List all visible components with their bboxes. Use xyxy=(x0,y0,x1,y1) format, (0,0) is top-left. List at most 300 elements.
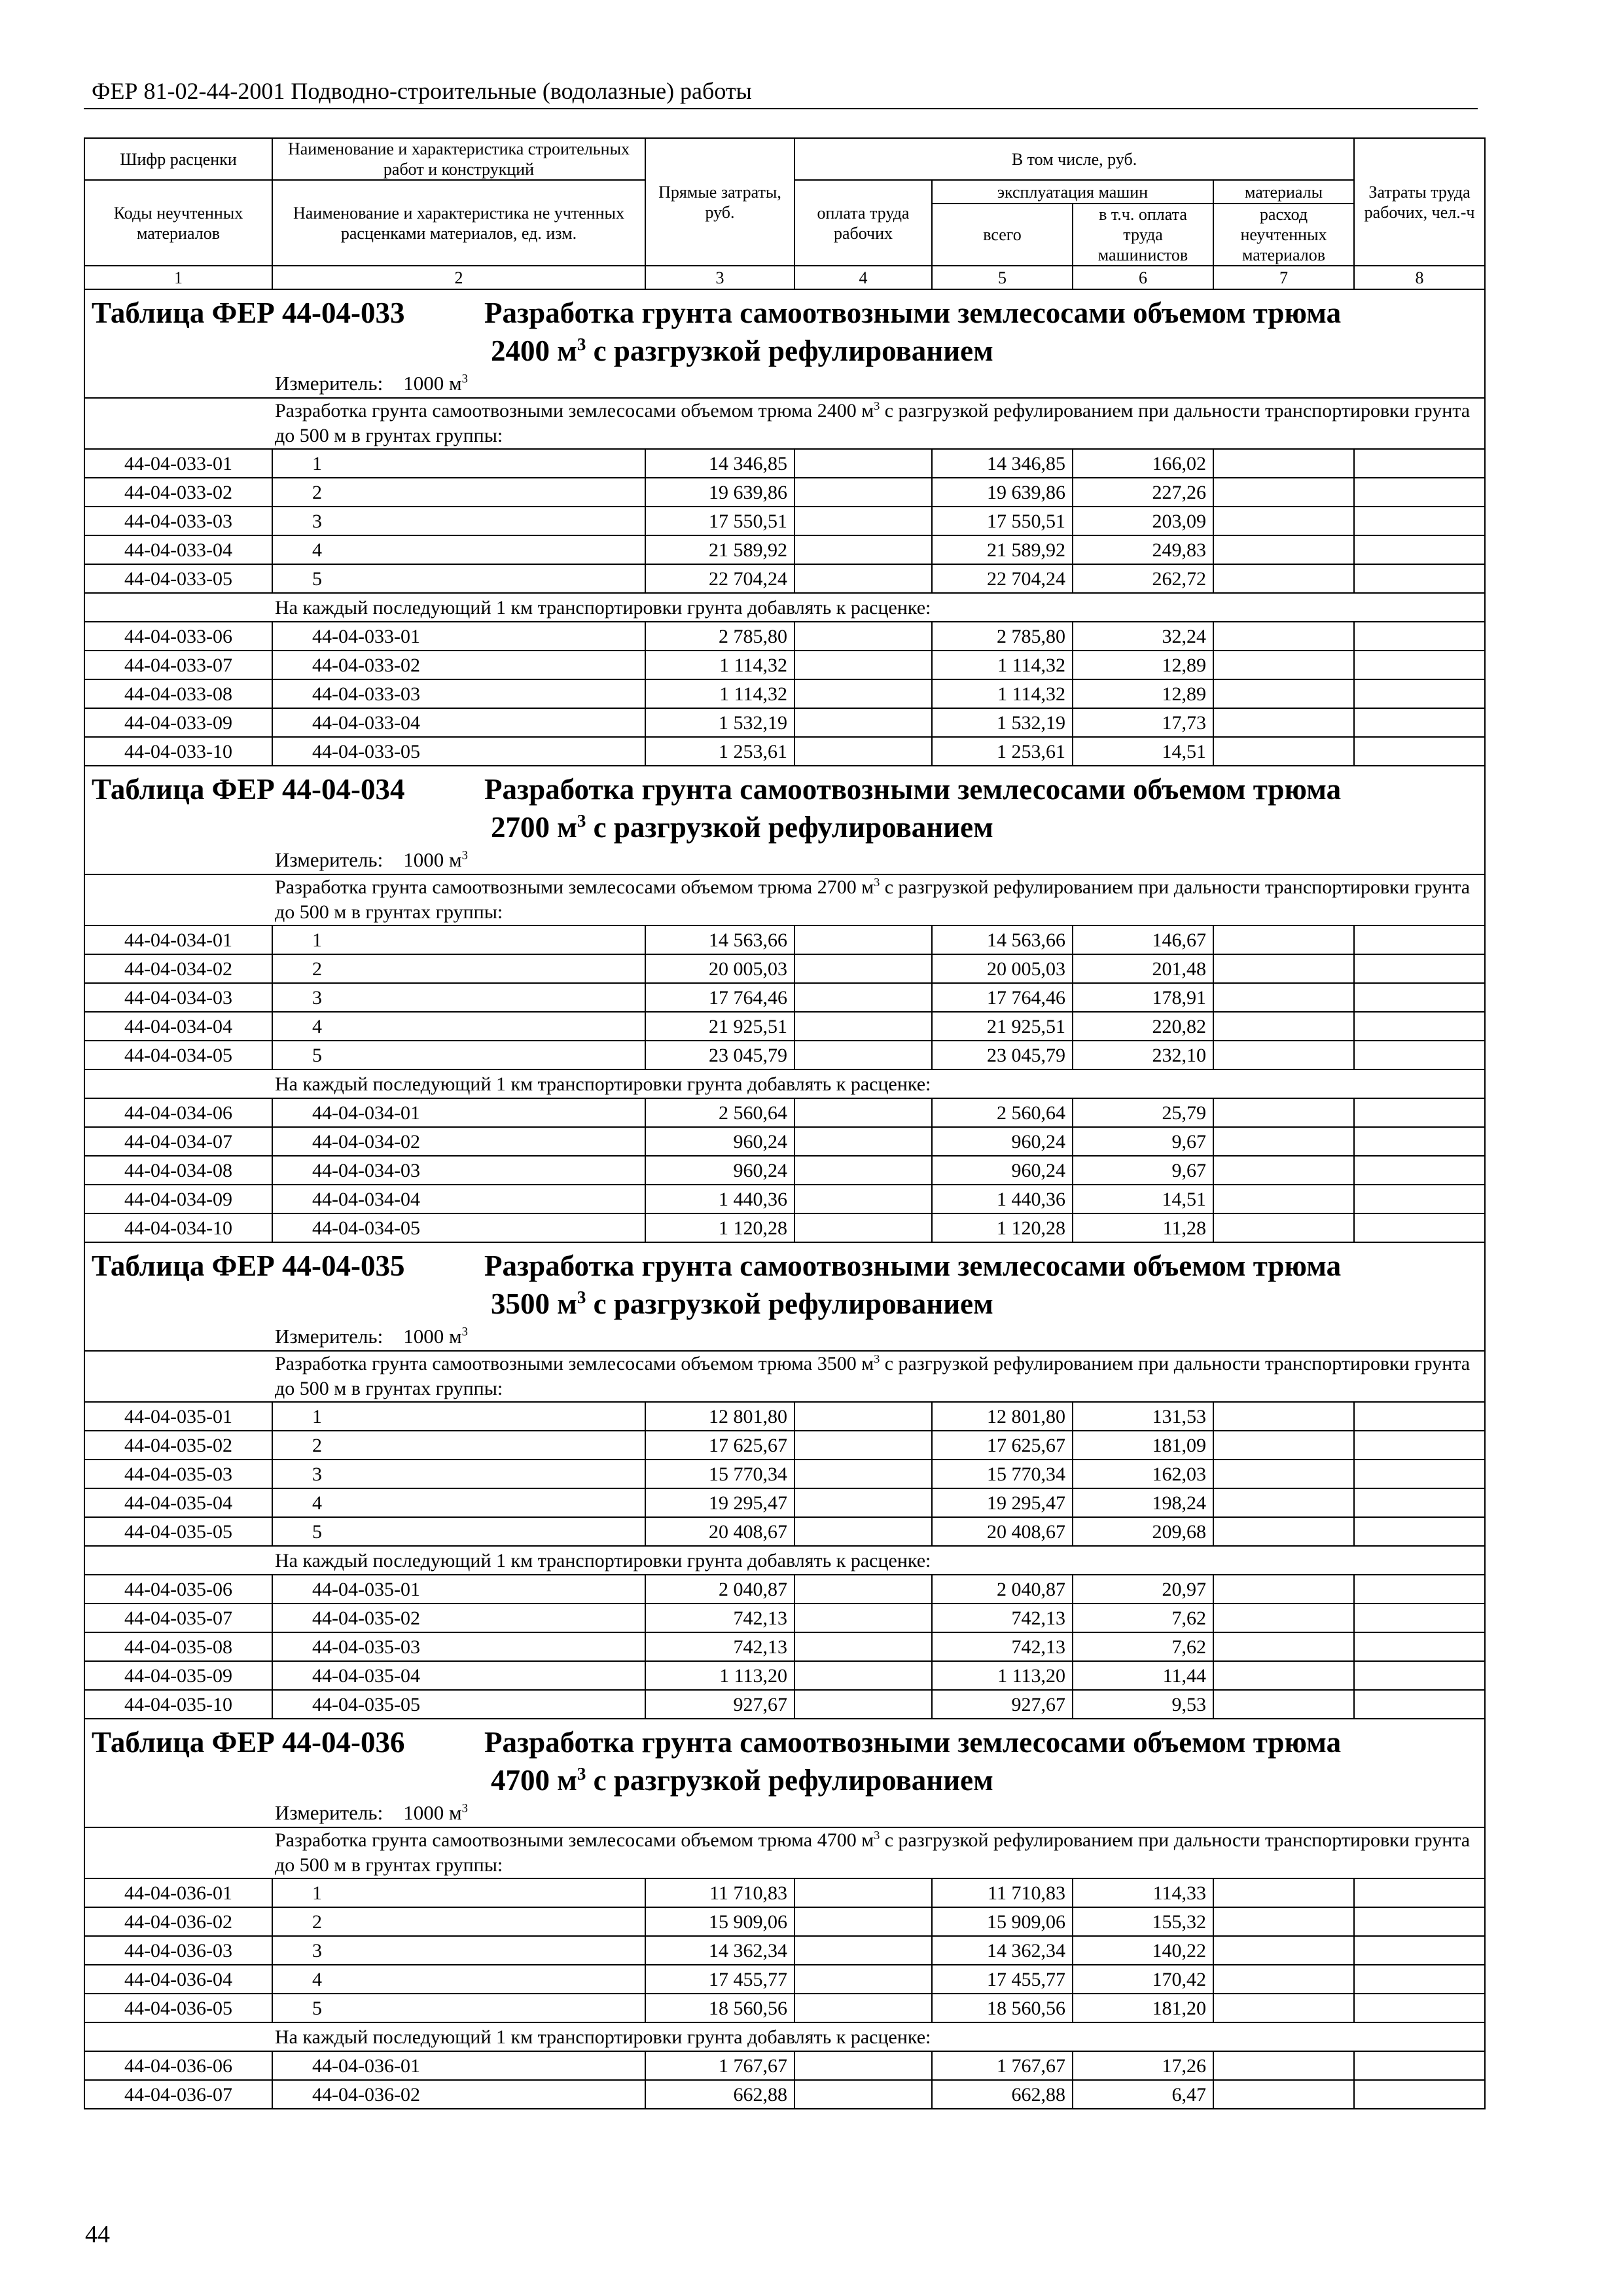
table-label: Таблица ФЕР 44-04-035 xyxy=(92,1249,405,1282)
labor xyxy=(1354,1632,1485,1661)
title-rest: с разгрузкой рефулированием xyxy=(586,334,993,367)
table-row xyxy=(84,449,1485,478)
worker-pay xyxy=(794,535,932,564)
driver-pay: 227,26 xyxy=(1073,478,1213,507)
machine-cost: 17 455,77 xyxy=(932,1965,1073,1994)
col-machines: эксплуатация машин xyxy=(932,180,1213,204)
worker-pay xyxy=(794,925,932,954)
direct-cost: 20 005,03 xyxy=(645,954,794,983)
description-row xyxy=(84,1351,1485,1402)
table-row xyxy=(84,1965,1485,1994)
machine-cost: 21 589,92 xyxy=(932,535,1073,564)
driver-pay: 12,89 xyxy=(1073,679,1213,708)
machine-cost: 15 770,34 xyxy=(932,1460,1073,1488)
rate-name: 4 xyxy=(272,1012,645,1041)
table-row xyxy=(84,1575,1485,1604)
col-unacc-codes: Коды неучтенных материалов xyxy=(84,180,272,266)
superscript-3: 3 xyxy=(577,1287,586,1307)
driver-pay: 146,67 xyxy=(1073,925,1213,954)
rate-name: 44-04-034-01 xyxy=(272,1098,645,1127)
worker-pay xyxy=(794,1632,932,1661)
rate-name: 44-04-033-02 xyxy=(272,651,645,679)
rate-code: 44-04-033-04 xyxy=(84,535,272,564)
driver-pay: 249,83 xyxy=(1073,535,1213,564)
table-title-row xyxy=(84,766,1485,874)
machine-cost: 17 550,51 xyxy=(932,507,1073,535)
superscript-3: 3 xyxy=(874,876,880,889)
materials xyxy=(1213,954,1354,983)
labor xyxy=(1354,737,1485,766)
materials xyxy=(1213,1575,1354,1604)
direct-cost: 1 113,20 xyxy=(645,1661,794,1690)
machine-cost: 17 764,46 xyxy=(932,983,1073,1012)
machine-cost: 22 704,24 xyxy=(932,564,1073,593)
driver-pay: 131,53 xyxy=(1073,1402,1213,1431)
rate-code: 44-04-034-06 xyxy=(84,1098,272,1127)
superscript-3: 3 xyxy=(874,399,880,412)
machine-cost: 1 440,36 xyxy=(932,1185,1073,1213)
labor xyxy=(1354,1690,1485,1719)
labor xyxy=(1354,1575,1485,1604)
addition-note-row xyxy=(84,1069,1485,1098)
meter-label: Измеритель: xyxy=(275,372,383,395)
rate-name: 5 xyxy=(272,564,645,593)
labor xyxy=(1354,1041,1485,1069)
meter-line xyxy=(85,371,1484,397)
materials xyxy=(1213,1041,1354,1069)
worker-pay xyxy=(794,954,932,983)
table-row xyxy=(84,2080,1485,2109)
addition-note-row xyxy=(84,593,1485,622)
table-title xyxy=(84,289,1485,398)
driver-pay: 166,02 xyxy=(1073,449,1213,478)
rate-code: 44-04-036-03 xyxy=(84,1936,272,1965)
table-row xyxy=(84,925,1485,954)
rate-name: 44-04-034-04 xyxy=(272,1185,645,1213)
addition-note-row xyxy=(84,1546,1485,1575)
table-name-line1: Разработка грунта самоотвозными землесосами объемом трюма xyxy=(484,1249,1342,1282)
driver-pay: 9,67 xyxy=(1073,1156,1213,1185)
rate-code: 44-04-033-05 xyxy=(84,564,272,593)
description xyxy=(84,1351,1485,1402)
machine-cost: 21 925,51 xyxy=(932,1012,1073,1041)
machine-cost: 927,67 xyxy=(932,1690,1073,1719)
rate-name: 44-04-033-05 xyxy=(272,737,645,766)
rate-name: 44-04-033-01 xyxy=(272,622,645,651)
labor xyxy=(1354,622,1485,651)
rate-code: 44-04-035-02 xyxy=(84,1431,272,1460)
rate-code: 44-04-035-07 xyxy=(84,1604,272,1632)
worker-pay xyxy=(794,564,932,593)
labor xyxy=(1354,1127,1485,1156)
labor xyxy=(1354,1488,1485,1517)
direct-cost: 1 440,36 xyxy=(645,1185,794,1213)
rate-code: 44-04-034-01 xyxy=(84,925,272,954)
labor xyxy=(1354,1936,1485,1965)
description-text: с разгрузкой рефулированием при дальности транспортировки грунта до 500 м в грунтах группы: xyxy=(275,1353,1471,1399)
table-title xyxy=(84,1242,1485,1351)
materials xyxy=(1213,1488,1354,1517)
rate-name: 44-04-036-01 xyxy=(272,2051,645,2080)
col-num: 7 xyxy=(1213,266,1354,289)
driver-pay: 7,62 xyxy=(1073,1632,1213,1661)
description xyxy=(84,1827,1485,1878)
rate-code: 44-04-035-10 xyxy=(84,1690,272,1719)
col-incl: В том числе, руб. xyxy=(794,138,1354,180)
rate-name: 3 xyxy=(272,507,645,535)
col-num: 6 xyxy=(1073,266,1213,289)
description-text: Разработка грунта самоотвозными землесосами объемом трюма 2700 м xyxy=(275,876,874,898)
rate-code: 44-04-036-07 xyxy=(84,2080,272,2109)
worker-pay xyxy=(794,507,932,535)
column-numbers xyxy=(84,266,1485,289)
machine-cost: 14 563,66 xyxy=(932,925,1073,954)
machine-cost: 14 362,34 xyxy=(932,1936,1073,1965)
rate-name: 44-04-035-01 xyxy=(272,1575,645,1604)
worker-pay xyxy=(794,1098,932,1127)
direct-cost: 1 114,32 xyxy=(645,651,794,679)
table-row xyxy=(84,1431,1485,1460)
table-title-text xyxy=(85,1243,1484,1324)
page-number: 44 xyxy=(85,2221,110,2248)
description-row xyxy=(84,874,1485,925)
table-title-text xyxy=(85,290,1484,371)
col-name: Наименование и характеристика строительных работ и конструкций xyxy=(272,138,645,180)
rate-code: 44-04-035-03 xyxy=(84,1460,272,1488)
title-line xyxy=(92,294,1484,332)
labor xyxy=(1354,983,1485,1012)
direct-cost: 17 625,67 xyxy=(645,1431,794,1460)
rate-name: 1 xyxy=(272,449,645,478)
labor xyxy=(1354,535,1485,564)
driver-pay: 140,22 xyxy=(1073,1936,1213,1965)
meter-line xyxy=(85,1801,1484,1827)
direct-cost: 14 563,66 xyxy=(645,925,794,954)
materials xyxy=(1213,1878,1354,1907)
machine-cost: 1 120,28 xyxy=(932,1213,1073,1242)
machine-cost: 1 113,20 xyxy=(932,1661,1073,1690)
rate-code: 44-04-036-01 xyxy=(84,1878,272,1907)
table-row xyxy=(84,1041,1485,1069)
driver-pay: 181,20 xyxy=(1073,1994,1213,2022)
direct-cost: 23 045,79 xyxy=(645,1041,794,1069)
machine-cost: 1 532,19 xyxy=(932,708,1073,737)
table-row xyxy=(84,983,1485,1012)
driver-pay: 162,03 xyxy=(1073,1460,1213,1488)
rate-name: 44-04-034-03 xyxy=(272,1156,645,1185)
col-num: 8 xyxy=(1354,266,1485,289)
title-line xyxy=(92,770,1484,808)
materials xyxy=(1213,1431,1354,1460)
labor xyxy=(1354,1098,1485,1127)
col-worker-pay: оплата труда рабочих xyxy=(794,180,932,266)
rate-code: 44-04-033-07 xyxy=(84,651,272,679)
worker-pay xyxy=(794,1156,932,1185)
rate-code: 44-04-033-10 xyxy=(84,737,272,766)
worker-pay xyxy=(794,1402,932,1431)
worker-pay xyxy=(794,1907,932,1936)
worker-pay xyxy=(794,1488,932,1517)
worker-pay xyxy=(794,1213,932,1242)
materials xyxy=(1213,1632,1354,1661)
worker-pay xyxy=(794,1575,932,1604)
driver-pay: 203,09 xyxy=(1073,507,1213,535)
materials xyxy=(1213,1936,1354,1965)
table-row xyxy=(84,1994,1485,2022)
addition-note: На каждый последующий 1 км транспортировки грунта добавлять к расценке: xyxy=(84,1546,1485,1575)
addition-note-row xyxy=(84,2022,1485,2051)
worker-pay xyxy=(794,1965,932,1994)
labor xyxy=(1354,1213,1485,1242)
materials xyxy=(1213,1185,1354,1213)
rate-name: 44-04-034-02 xyxy=(272,1127,645,1156)
direct-cost: 11 710,83 xyxy=(645,1878,794,1907)
direct-cost: 1 120,28 xyxy=(645,1213,794,1242)
driver-pay: 209,68 xyxy=(1073,1517,1213,1546)
rate-name: 2 xyxy=(272,478,645,507)
driver-pay: 11,44 xyxy=(1073,1661,1213,1690)
materials xyxy=(1213,983,1354,1012)
description-row xyxy=(84,1827,1485,1878)
materials xyxy=(1213,1402,1354,1431)
rate-name: 1 xyxy=(272,925,645,954)
labor xyxy=(1354,449,1485,478)
direct-cost: 15 909,06 xyxy=(645,1907,794,1936)
price-table xyxy=(84,137,1486,2109)
direct-cost: 742,13 xyxy=(645,1632,794,1661)
machine-cost: 742,13 xyxy=(932,1604,1073,1632)
rate-name: 2 xyxy=(272,1907,645,1936)
materials xyxy=(1213,449,1354,478)
labor xyxy=(1354,1012,1485,1041)
materials xyxy=(1213,651,1354,679)
rate-name: 5 xyxy=(272,1517,645,1546)
table-row xyxy=(84,1402,1485,1431)
materials xyxy=(1213,1213,1354,1242)
worker-pay xyxy=(794,2080,932,2109)
title-line xyxy=(92,1723,1484,1761)
rate-code: 44-04-034-07 xyxy=(84,1127,272,1156)
addition-note: На каждый последующий 1 км транспортировки грунта добавлять к расценке: xyxy=(84,2022,1485,2051)
machine-cost: 2 785,80 xyxy=(932,622,1073,651)
description xyxy=(84,874,1485,925)
table-row xyxy=(84,1936,1485,1965)
driver-pay: 25,79 xyxy=(1073,1098,1213,1127)
direct-cost: 22 704,24 xyxy=(645,564,794,593)
labor xyxy=(1354,1661,1485,1690)
col-consumption: расход неучтенных материалов xyxy=(1213,204,1354,266)
direct-cost: 12 801,80 xyxy=(645,1402,794,1431)
table-row xyxy=(84,1661,1485,1690)
materials xyxy=(1213,1156,1354,1185)
header-rule xyxy=(84,108,1478,109)
materials xyxy=(1213,1994,1354,2022)
direct-cost: 1 114,32 xyxy=(645,679,794,708)
driver-pay: 14,51 xyxy=(1073,737,1213,766)
materials xyxy=(1213,1965,1354,1994)
driver-pay: 181,09 xyxy=(1073,1431,1213,1460)
machine-cost: 662,88 xyxy=(932,2080,1073,2109)
description xyxy=(84,398,1485,449)
col-direct: Прямые затраты, руб. xyxy=(645,138,794,266)
direct-cost: 15 770,34 xyxy=(645,1460,794,1488)
table-row xyxy=(84,1012,1485,1041)
rate-name: 44-04-036-02 xyxy=(272,2080,645,2109)
superscript-3: 3 xyxy=(577,1764,586,1784)
worker-pay xyxy=(794,1690,932,1719)
labor xyxy=(1354,925,1485,954)
materials xyxy=(1213,1661,1354,1690)
materials xyxy=(1213,679,1354,708)
worker-pay xyxy=(794,737,932,766)
worker-pay xyxy=(794,983,932,1012)
driver-pay: 17,73 xyxy=(1073,708,1213,737)
machine-cost: 20 005,03 xyxy=(932,954,1073,983)
table-title-row xyxy=(84,289,1485,398)
direct-cost: 20 408,67 xyxy=(645,1517,794,1546)
materials xyxy=(1213,622,1354,651)
rate-code: 44-04-034-09 xyxy=(84,1185,272,1213)
description-text: с разгрузкой рефулированием при дальности транспортировки грунта до 500 м в грунтах группы: xyxy=(275,400,1471,446)
rate-name: 3 xyxy=(272,1460,645,1488)
rate-code: 44-04-036-06 xyxy=(84,2051,272,2080)
description-text: Разработка грунта самоотвозными землесосами объемом трюма 4700 м xyxy=(275,1829,874,1851)
meter-value: 1000 м xyxy=(403,1325,462,1348)
worker-pay xyxy=(794,708,932,737)
worker-pay xyxy=(794,1127,932,1156)
superscript-3: 3 xyxy=(461,848,468,863)
meter-label: Измеритель: xyxy=(275,1325,383,1348)
worker-pay xyxy=(794,2051,932,2080)
table-title-row xyxy=(84,1719,1485,1827)
table-row xyxy=(84,622,1485,651)
direct-cost: 927,67 xyxy=(645,1690,794,1719)
driver-pay: 170,42 xyxy=(1073,1965,1213,1994)
worker-pay xyxy=(794,651,932,679)
table-row xyxy=(84,737,1485,766)
machine-cost: 1 114,32 xyxy=(932,679,1073,708)
materials xyxy=(1213,1690,1354,1719)
description-text: Разработка грунта самоотвозными землесосами объемом трюма 2400 м xyxy=(275,400,874,422)
rate-name: 44-04-035-04 xyxy=(272,1661,645,1690)
col-num: 4 xyxy=(794,266,932,289)
table-name-line1: Разработка грунта самоотвозными землесосами объемом трюма xyxy=(484,296,1342,329)
materials xyxy=(1213,708,1354,737)
machine-cost: 960,24 xyxy=(932,1156,1073,1185)
materials xyxy=(1213,1098,1354,1127)
col-unacc-name: Наименование и характеристика не учтенных расценками материалов, ед. изм. xyxy=(272,180,645,266)
description-row xyxy=(84,398,1485,449)
machine-cost: 2 560,64 xyxy=(932,1098,1073,1127)
driver-pay: 220,82 xyxy=(1073,1012,1213,1041)
driver-pay: 6,47 xyxy=(1073,2080,1213,2109)
materials xyxy=(1213,1604,1354,1632)
table-name-line2 xyxy=(92,808,1484,846)
rate-code: 44-04-033-09 xyxy=(84,708,272,737)
superscript-3: 3 xyxy=(461,1325,468,1339)
materials xyxy=(1213,1517,1354,1546)
worker-pay xyxy=(794,679,932,708)
col-num: 2 xyxy=(272,266,645,289)
worker-pay xyxy=(794,1431,932,1460)
superscript-3: 3 xyxy=(874,1829,880,1842)
meter-value: 1000 м xyxy=(403,848,462,871)
table-row xyxy=(84,1907,1485,1936)
rate-name: 2 xyxy=(272,1431,645,1460)
direct-cost: 19 295,47 xyxy=(645,1488,794,1517)
direct-cost: 1 532,19 xyxy=(645,708,794,737)
worker-pay xyxy=(794,1185,932,1213)
description-text: с разгрузкой рефулированием при дальности транспортировки грунта до 500 м в грунтах группы: xyxy=(275,876,1471,923)
col-incl-driver: в т.ч. оплата труда машинистов xyxy=(1073,204,1213,266)
labor xyxy=(1354,1878,1485,1907)
direct-cost: 2 040,87 xyxy=(645,1575,794,1604)
materials xyxy=(1213,1460,1354,1488)
rate-code: 44-04-034-08 xyxy=(84,1156,272,1185)
meter-label: Измеритель: xyxy=(275,1801,383,1824)
table-row xyxy=(84,708,1485,737)
direct-cost: 17 764,46 xyxy=(645,983,794,1012)
table-label: Таблица ФЕР 44-04-033 xyxy=(92,296,405,329)
worker-pay xyxy=(794,1460,932,1488)
driver-pay: 178,91 xyxy=(1073,983,1213,1012)
rate-name: 5 xyxy=(272,1994,645,2022)
driver-pay: 14,51 xyxy=(1073,1185,1213,1213)
rate-name: 3 xyxy=(272,1936,645,1965)
machine-cost: 960,24 xyxy=(932,1127,1073,1156)
materials xyxy=(1213,1012,1354,1041)
direct-cost: 1 767,67 xyxy=(645,2051,794,2080)
machine-cost: 14 346,85 xyxy=(932,449,1073,478)
driver-pay: 201,48 xyxy=(1073,954,1213,983)
machine-cost: 19 639,86 xyxy=(932,478,1073,507)
col-materials: материалы xyxy=(1213,180,1354,204)
driver-pay: 7,62 xyxy=(1073,1604,1213,1632)
labor xyxy=(1354,679,1485,708)
rate-code: 44-04-034-05 xyxy=(84,1041,272,1069)
table-row xyxy=(84,1127,1485,1156)
direct-cost: 18 560,56 xyxy=(645,1994,794,2022)
driver-pay: 198,24 xyxy=(1073,1488,1213,1517)
materials xyxy=(1213,925,1354,954)
worker-pay xyxy=(794,478,932,507)
rate-code: 44-04-036-04 xyxy=(84,1965,272,1994)
table-row xyxy=(84,1604,1485,1632)
meter-value: 1000 м xyxy=(403,1801,462,1824)
labor xyxy=(1354,2080,1485,2109)
rate-code: 44-04-033-01 xyxy=(84,449,272,478)
table-row xyxy=(84,1878,1485,1907)
direct-cost: 2 560,64 xyxy=(645,1098,794,1127)
driver-pay: 12,89 xyxy=(1073,651,1213,679)
rate-name: 44-04-034-05 xyxy=(272,1213,645,1242)
rate-name: 3 xyxy=(272,983,645,1012)
table-row xyxy=(84,1460,1485,1488)
table-header xyxy=(84,138,1485,289)
col-total: всего xyxy=(932,204,1073,266)
col-num: 3 xyxy=(645,266,794,289)
driver-pay: 11,28 xyxy=(1073,1213,1213,1242)
rate-code: 44-04-035-08 xyxy=(84,1632,272,1661)
direct-cost: 960,24 xyxy=(645,1127,794,1156)
superscript-3: 3 xyxy=(461,372,468,386)
table-row xyxy=(84,1213,1485,1242)
table-row xyxy=(84,1098,1485,1127)
table-title xyxy=(84,766,1485,874)
rate-code: 44-04-035-09 xyxy=(84,1661,272,1690)
title-volume: 2400 м xyxy=(491,334,577,367)
table-row xyxy=(84,679,1485,708)
